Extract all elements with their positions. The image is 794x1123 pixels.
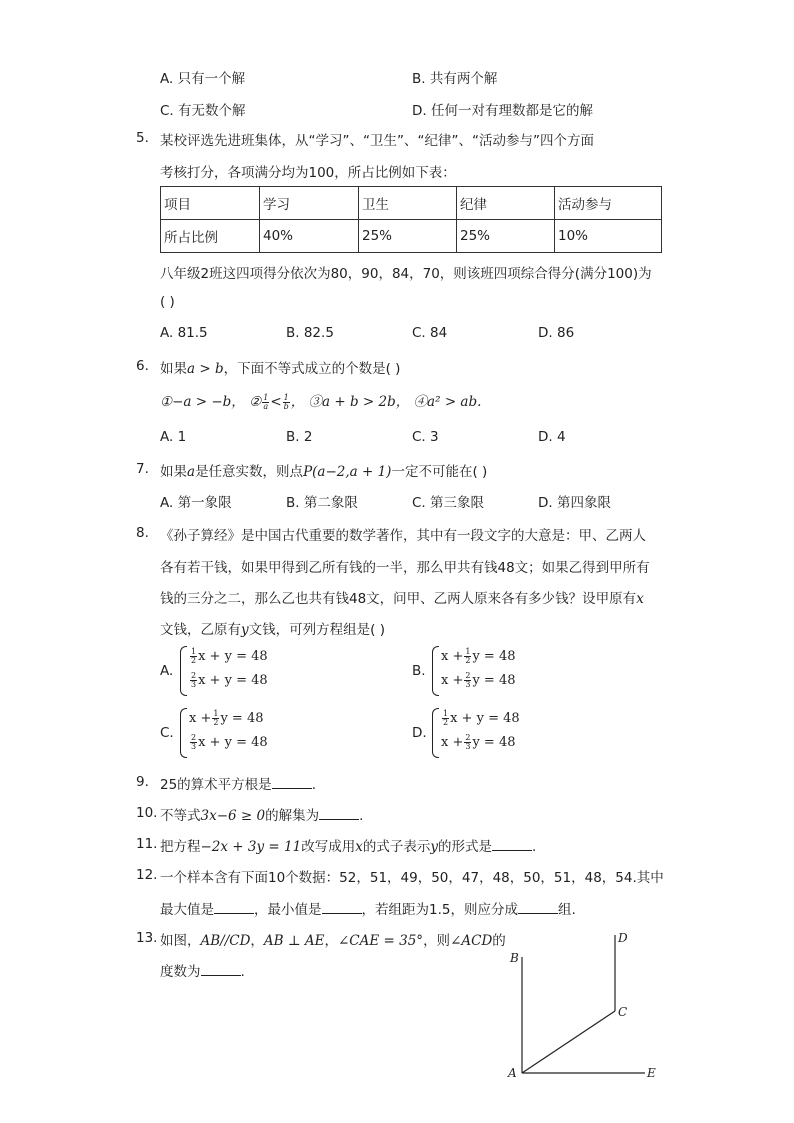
equation-rhs: y = 48 [472,673,516,688]
fraction [464,648,471,665]
equation-rhs: y = 48 [472,735,516,750]
q13-text: 度数为 [160,964,201,980]
brace-icon [432,646,439,696]
fraction [442,710,449,727]
q12-text: 组. [557,902,576,918]
brace-icon [432,708,439,758]
q6-stem [160,357,400,377]
equation-rhs: = 48 [236,673,268,688]
table-cell: 25% [457,220,555,253]
equation-lhs: x + [441,673,464,688]
equation-rhs: y = 48 [472,649,516,664]
fraction-numerator: 1 [465,647,471,656]
q6-number: 6. [136,358,149,374]
label-e: E [647,1066,656,1080]
q11-var-y: y [430,839,438,855]
q6-statement-3: ③a + b > 2b， [308,394,410,410]
q9-number: 9. [136,774,149,790]
fraction-denominator: b [283,402,289,411]
table-header-cell: 活动参与 [555,187,662,220]
q12-text: ，最小值是 [254,902,322,918]
q13-number: 13. [136,930,158,946]
equation-lhs: x + y [450,711,484,726]
q8-line3 [160,587,644,607]
q8-option-b-system [432,646,542,694]
q4-option-d: D. 任何一对有理数都是它的解 [412,103,593,119]
q6-statements [160,390,481,411]
q12-line2 [160,898,576,918]
fraction [190,734,197,751]
fraction-numerator: 1 [283,393,289,402]
q6-condition: a > b [187,361,224,377]
equation [189,648,268,665]
q4-option-a: A. 只有一个解 [160,71,246,87]
q8-number: 8. [136,525,149,541]
q5-number: 5. [136,130,149,146]
q6-less-than: < [270,394,282,410]
fraction-denominator: 3 [465,680,471,689]
q6-comma: ， [290,394,305,410]
q12-text: 最大值是 [160,902,214,918]
q8-line4-text: 文钱，乙原有 [160,622,241,638]
q9-stem [160,773,316,793]
equation [441,710,520,727]
fraction-numerator: 2 [465,671,471,680]
q13-condition-parallel: AB//CD [200,933,251,949]
answer-blank[interactable] [272,776,312,789]
q13-line1 [160,929,506,949]
equation-lhs: x + y [198,735,232,750]
table-header-cell: 项目 [161,187,260,220]
q11-number: 11. [136,836,158,852]
q8-line1: 《孙子算经》是中国古代重要的数学著作，其中有一段文字的大意是：甲、乙两人 [160,528,646,544]
q6-stem-pre: 如果 [160,361,187,377]
label-b: B [510,951,519,965]
q6-statement-2-label: ② [249,394,262,410]
q8-line4 [160,618,385,638]
answer-blank-min[interactable] [322,901,362,914]
fraction-numerator: 1 [191,647,197,656]
fraction-denominator: 3 [465,742,471,751]
q13-period: . [240,964,245,980]
fraction-numerator: 1 [213,709,219,718]
q12-number: 12. [136,867,158,883]
q5-option-d: D. 86 [538,325,575,341]
q5-option-a: A. 81.5 [160,325,208,341]
segment-ac [522,1011,615,1073]
q7-option-c: C. 第三象限 [412,495,485,511]
equation-lhs: x + [441,649,464,664]
q13-comma: ， [324,933,338,949]
fraction-numerator: 1 [263,393,269,402]
fraction-denominator: 2 [191,656,197,665]
q13-geometry-figure [500,925,670,1085]
q7-option-b: B. 第二象限 [286,495,358,511]
q7-point: P(a−2,a + 1) [303,464,392,480]
equation-rhs: = 48 [236,735,268,750]
q8-option-a-label: A. [160,663,174,679]
equation [441,648,516,665]
q8-option-c-label: C. [160,725,174,741]
q7-stem-pre: 如果 [160,464,187,480]
q12-text: ，若组距为1.5，则应分成 [361,902,518,918]
fraction-denominator: 3 [191,742,197,751]
equation-lhs: x + y [198,649,232,664]
q13-condition-angle: ∠CAE = 35° [337,933,424,949]
q8-var-y: y [241,622,249,638]
q4-option-b: B. 共有两个解 [412,71,498,87]
fraction-denominator: a [263,402,269,411]
q13-text: 的 [492,933,506,949]
q6-option-b: B. 2 [286,429,313,445]
q6-fraction-1-over-a [262,394,269,411]
q7-number: 7. [136,461,149,477]
equation-rhs: = 48 [488,711,520,726]
q7-option-d: D. 第四象限 [538,495,611,511]
q7-option-a: A. 第一象限 [160,495,232,511]
q6-statement-4: ④a² > ab. [413,394,482,410]
equation [189,672,268,689]
table-cell: 25% [359,220,457,253]
fraction-numerator: 1 [443,709,449,718]
equation-rhs: = 48 [236,649,268,664]
q7-stem-mid: 是任意实数，则点 [195,464,304,480]
table-header-cell: 纪律 [457,187,555,220]
equation-lhs: x + [189,711,212,726]
fraction-denominator: 2 [213,718,219,727]
q13-condition-perpendicular: AB ⊥ AE [263,933,325,949]
q11-text-mid: 的形式是 [437,839,492,855]
q5-line1: 某校评选先进班集体，从“学习”、“卫生”、“纪律”、“活动参与”四个方面 [160,133,594,149]
q10-number: 10. [136,805,158,821]
q6-fraction-1-over-b [283,394,290,411]
q5-option-b: B. 82.5 [286,325,334,341]
q10-stem [160,804,363,824]
q11-stem [160,835,536,855]
q6-option-a: A. 1 [160,429,187,445]
q13-text: 如图， [160,933,201,949]
q13-target-angle: ∠ACD [450,933,493,949]
q8-var-x: x [636,591,644,607]
q11-text: 把方程 [160,839,201,855]
fraction [190,648,197,665]
q5-line2: 考核打分，各项满分均为100，所占比例如下表： [160,165,456,181]
fraction [464,672,471,689]
q8-line4-end: 文钱，可列方程组是( ) [248,622,385,638]
q5-line4: ( ) [160,294,175,310]
label-d: D [618,931,628,945]
answer-blank-groups[interactable] [518,901,558,914]
q10-text-mid: 的解集为 [265,808,320,824]
label-a: A [508,1066,517,1080]
q11-period: . [531,839,537,855]
table-cell: 所占比例 [161,220,260,253]
equation-rhs: y = 48 [220,711,264,726]
fraction-numerator: 2 [191,733,197,742]
q10-text: 不等式 [160,808,201,824]
table-row [161,220,662,253]
q6-stem-post: ，下面不等式成立的个数是( ) [223,361,401,377]
q8-line2: 各有若干钱，如果甲得到乙所有钱的一半，那么甲共有钱48文；如果乙得到甲所有 [160,560,650,576]
q6-option-d: D. 4 [538,429,566,445]
fraction [464,734,471,751]
table-cell: 10% [555,220,662,253]
fraction-denominator: 2 [443,718,449,727]
q7-stem-post: 一定不可能在( ) [391,464,488,480]
q10-inequality: 3x−6 ≥ 0 [200,808,266,824]
answer-blank[interactable] [492,838,532,851]
q12-line1: 一个样本含有下面10个数据：52，51，49，50，47，48，50，51，48，54.其中 [160,870,664,886]
brace-icon [180,646,187,696]
q13-line2 [160,960,245,980]
equation-lhs: x + y [198,673,232,688]
equation [441,672,516,689]
fraction [190,672,197,689]
q8-option-b-label: B. [412,663,426,679]
q8-option-c-system [180,708,290,756]
equation [189,734,268,751]
fraction-denominator: 3 [191,680,197,689]
q8-option-d-system [432,708,542,756]
answer-blank[interactable] [319,807,359,820]
q7-stem [160,460,487,480]
fraction-denominator: 2 [465,656,471,665]
fraction-numerator: 2 [465,733,471,742]
answer-blank[interactable] [201,963,241,976]
q9-text: 25的算术平方根是 [160,777,272,793]
table-cell: 40% [260,220,359,253]
fraction [212,710,219,727]
q5-line3: 八年级2班这四项得分依次为80，90，84，70，则该班四项综合得分(满分100)为 [160,266,652,282]
q5-ratio-table [160,186,662,253]
q13-comma: ， [250,933,264,949]
q8-line3-text: 钱的三分之二，那么乙也共有钱48文，问甲、乙两人原来各有多少钱？设甲原有 [160,591,637,607]
q7-variable: a [187,464,196,480]
answer-blank-max[interactable] [214,901,254,914]
label-c: C [618,1005,628,1019]
q11-text-mid: 改写成用 [301,839,356,855]
q8-option-d-label: D. [412,725,427,741]
q11-text-mid: 的式子表示 [362,839,431,855]
brace-icon [180,708,187,758]
q6-statement-1: ①−a > −b， [160,394,245,410]
q13-text: ，则 [423,933,451,949]
table-header-cell: 学习 [260,187,359,220]
equation-lhs: x + [441,735,464,750]
table-header-row [161,187,662,220]
q4-option-c: C. 有无数个解 [160,103,246,119]
equation [441,734,516,751]
table-header-cell: 卫生 [359,187,457,220]
q10-period: . [359,808,364,824]
q8-option-a-system [180,646,290,694]
q9-period: . [311,777,316,793]
fraction-numerator: 2 [191,671,197,680]
q6-option-c: C. 3 [412,429,439,445]
equation [189,710,264,727]
q5-option-c: C. 84 [412,325,448,341]
q11-var-x: x [355,839,363,855]
q11-equation: −2x + 3y = 11 [200,839,302,855]
